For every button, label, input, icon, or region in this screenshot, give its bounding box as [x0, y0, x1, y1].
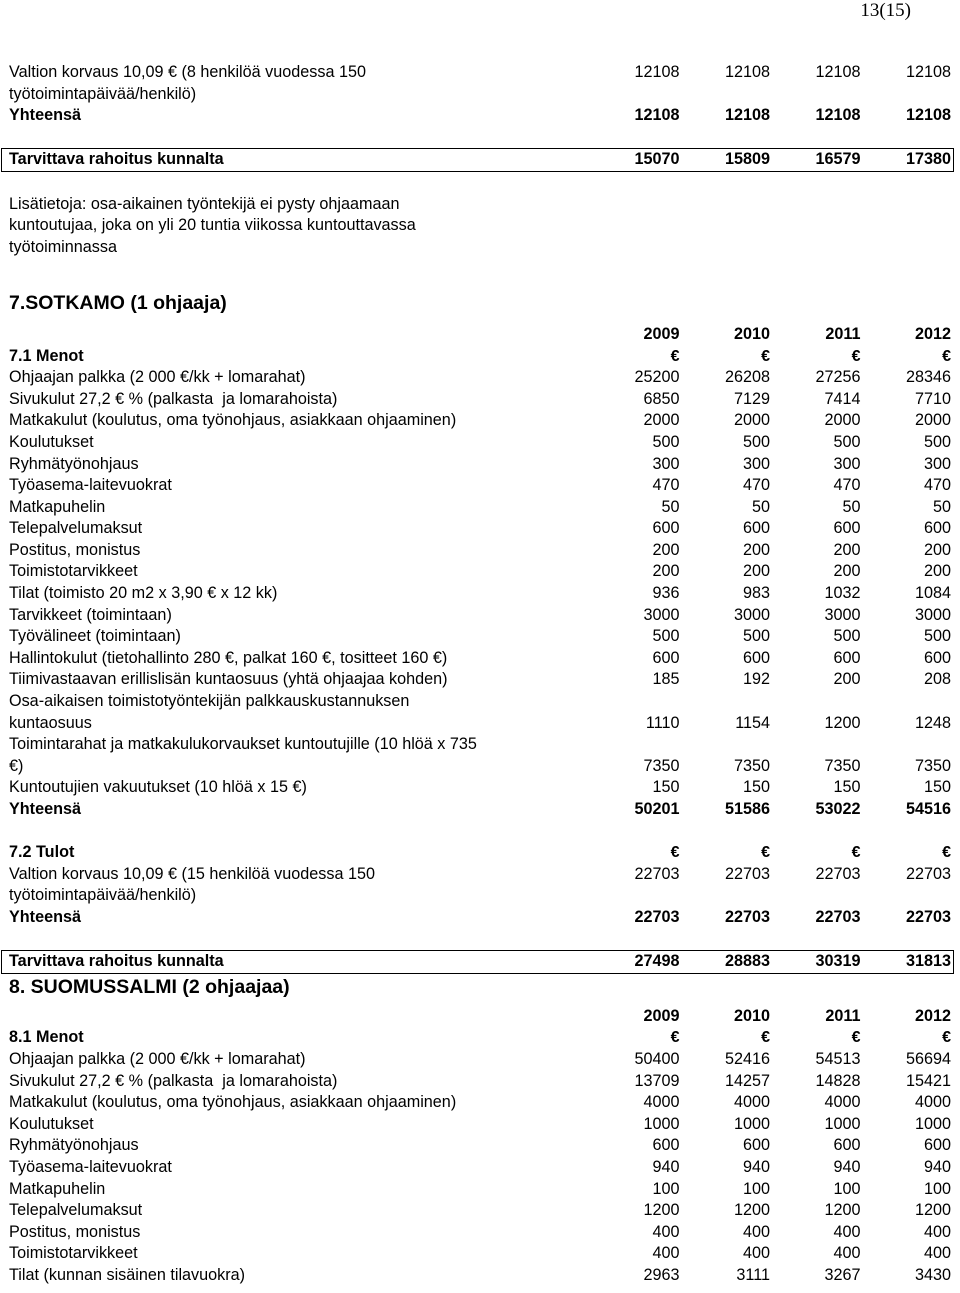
currency-label: € — [942, 347, 951, 365]
row-label: Työvälineet (toimintaan) — [9, 627, 181, 646]
table-row — [9, 605, 951, 627]
value-2010: 4000 — [733, 1093, 770, 1112]
year-2012: 2012 — [914, 324, 951, 343]
table-row — [9, 1243, 951, 1265]
value-2010: 28883 — [724, 952, 770, 971]
row-label: Toimistotarvikkeet — [9, 562, 138, 581]
row-osa-aikainen — [9, 691, 951, 713]
currency-label: € — [670, 1029, 680, 1047]
table-row — [9, 518, 951, 540]
row-valtion-korvaus-sotkamo — [9, 864, 951, 886]
page-number: 13(15) — [860, 0, 911, 21]
value-2012: 940 — [923, 1157, 951, 1176]
year-2009: 2009 — [643, 1006, 680, 1025]
value-2011: 3000 — [824, 605, 861, 624]
table-row — [9, 669, 951, 691]
value-2009: 13709 — [634, 1071, 680, 1090]
value-2010: 15809 — [724, 150, 770, 169]
value-2012: 31813 — [905, 952, 951, 971]
value-2010: 600 — [742, 1136, 770, 1155]
value-2009: 12108 — [634, 106, 680, 125]
value-2009: 12108 — [634, 63, 680, 81]
section-title-sotkamo: 7.SOTKAMO (1 ohjaaja) — [9, 291, 227, 314]
table-row — [9, 1092, 951, 1114]
currency-label: € — [670, 844, 680, 862]
value-2011: 600 — [833, 519, 861, 538]
row-label: Tarvikkeet (toimintaan) — [9, 605, 172, 624]
value-2012: 7710 — [914, 389, 951, 408]
row-label: Telepalvelumaksut — [9, 1201, 143, 1220]
value-2011: 22703 — [815, 907, 861, 926]
lisatietoja-line-3: työtoiminnassa — [9, 237, 117, 256]
value-2010: 2000 — [733, 411, 770, 430]
value-2012: 3430 — [914, 1265, 951, 1284]
value-2009: 22703 — [634, 907, 680, 926]
row-label: Yhteensä — [9, 907, 81, 926]
row-yhteensa-menot-sotkamo — [9, 799, 951, 821]
table-row — [9, 1157, 951, 1179]
table-row — [9, 1071, 951, 1093]
row-label: Työasema-laitevuokrat — [9, 476, 172, 495]
row-label: Yhteensä — [9, 106, 81, 125]
value-2012: 1200 — [914, 1201, 951, 1220]
value-2011: 470 — [833, 476, 861, 495]
sotkamo-menot-list — [9, 367, 951, 691]
row-label: Koulutukset — [9, 432, 94, 451]
row-label: Ryhmätyönohjaus — [9, 454, 139, 473]
value-2009: 500 — [652, 627, 680, 646]
row-valtion-korvaus-top — [9, 62, 951, 84]
value-2009: 25200 — [634, 368, 680, 387]
value-2009: 400 — [652, 1244, 680, 1263]
value-2012: 1084 — [914, 584, 951, 603]
row-label: Toimintarahat ja matkakulukorvaukset kuntoutujille (10 hlöä x 735 — [9, 735, 477, 754]
table-row — [9, 497, 951, 519]
row-label: Sivukulut 27,2 € % (palkasta ja lomarahoista) — [9, 389, 338, 408]
row-toimintarahat — [9, 734, 951, 756]
currency-label: € — [851, 1029, 861, 1047]
value-2009: 7350 — [643, 756, 680, 775]
row-rahoitus-sotkamo — [1, 950, 954, 974]
subsection-title: 7.1 Menot — [9, 346, 84, 365]
row-label: Hallintokulut (tietohallinto 280 €, palkat 160 €, tositteet 160 €) — [9, 648, 448, 667]
value-2011: 100 — [833, 1179, 861, 1198]
value-2010: 983 — [742, 584, 770, 603]
value-2009: 470 — [652, 476, 680, 495]
value-2012: 56694 — [905, 1049, 951, 1068]
value-2012: 2000 — [914, 411, 951, 430]
table-row — [9, 1200, 951, 1222]
value-2010: 600 — [742, 519, 770, 538]
lisatietoja-line-2: kuntoutujaa, joka on yli 20 tuntia viikossa kuntouttavassa — [9, 216, 416, 235]
table-row — [9, 454, 951, 476]
row-label: Matkapuhelin — [9, 497, 106, 516]
value-2012: 1248 — [914, 713, 951, 732]
subsection-title: 8.1 Menot — [9, 1028, 84, 1047]
value-2011: 200 — [833, 562, 861, 581]
value-2009: 400 — [652, 1222, 680, 1241]
value-2010: 7129 — [733, 389, 770, 408]
value-2011: 400 — [833, 1222, 861, 1241]
value-2009: 50400 — [634, 1049, 680, 1068]
table-row — [9, 389, 951, 411]
value-2010: 51586 — [724, 800, 770, 818]
row-label: Koulutukset — [9, 1114, 94, 1133]
row-label: Toimistotarvikkeet — [9, 1244, 138, 1263]
value-2009: 2963 — [643, 1265, 680, 1284]
row-tulot-header-sotkamo — [9, 842, 951, 864]
value-2009: 4000 — [643, 1093, 680, 1112]
row-label: Tarvittava rahoitus kunnalta — [9, 952, 224, 971]
row-label: €) — [9, 756, 24, 775]
value-2010: 7350 — [733, 756, 770, 775]
value-2012: 100 — [923, 1179, 951, 1198]
table-row — [9, 540, 951, 562]
value-2012: 300 — [923, 454, 951, 473]
row-menot-header-suomussalmi — [9, 1027, 951, 1049]
value-2011: 54513 — [815, 1049, 861, 1068]
year-2009: 2009 — [643, 324, 680, 343]
value-2011: 16579 — [815, 150, 861, 169]
section-title-suomussalmi: 8. SUOMUSSALMI (2 ohjaajaa) — [9, 975, 290, 998]
row-label: Työasema-laitevuokrat — [9, 1157, 172, 1176]
row-osa-aikainen-cont — [9, 713, 951, 735]
value-2012: 600 — [923, 519, 951, 538]
value-2009: 185 — [652, 670, 680, 689]
currency-label: € — [761, 347, 770, 365]
value-2011: 400 — [833, 1244, 861, 1263]
value-2012: 470 — [923, 476, 951, 495]
value-2012: 1000 — [914, 1114, 951, 1133]
value-2009: 200 — [652, 562, 680, 581]
currency-label: € — [942, 844, 951, 862]
row-label: Postitus, monistus — [9, 540, 141, 559]
value-2010: 400 — [742, 1222, 770, 1241]
table-row — [9, 648, 951, 670]
value-2010: 1154 — [735, 713, 770, 732]
value-2012: 200 — [923, 540, 951, 559]
row-label: Tilat (kunnan sisäinen tilavuokra) — [9, 1265, 246, 1284]
row-label: Matkakulut (koulutus, oma työnohjaus, asiakkaan ohjaaminen) — [9, 411, 457, 430]
row-label: Tiimivastaavan erillislisän kuntaosuus (yhtä ohjaajaa kohden) — [9, 670, 448, 689]
value-2012: 4000 — [914, 1093, 951, 1112]
value-2012: 208 — [923, 670, 951, 689]
table-row — [9, 1222, 951, 1244]
document-body — [9, 62, 951, 1286]
value-2009: 1110 — [645, 713, 680, 732]
value-2012: 50 — [932, 497, 951, 516]
row-label: työtoimintapäivää/henkilö) — [9, 886, 197, 905]
value-2010: 22703 — [724, 907, 770, 926]
year-2010: 2010 — [733, 324, 770, 343]
value-2010: 3000 — [733, 605, 770, 624]
value-2011: 50 — [842, 497, 861, 516]
value-2010: 26208 — [724, 368, 770, 387]
table-row — [9, 432, 951, 454]
value-2011: 1032 — [824, 584, 861, 603]
value-2009: 600 — [652, 648, 680, 667]
row-toimintarahat-cont — [9, 756, 951, 778]
value-2011: 1000 — [824, 1114, 861, 1133]
value-2009: 6850 — [643, 389, 680, 408]
value-2009: 50 — [661, 497, 680, 516]
value-2012: 500 — [923, 627, 951, 646]
row-label: Valtion korvaus 10,09 € (8 henkilöä vuodessa 150 — [9, 63, 366, 81]
value-2011: 2000 — [824, 411, 861, 430]
currency-label: € — [942, 1029, 951, 1047]
value-2011: 1200 — [824, 713, 861, 732]
table-row — [9, 561, 951, 583]
value-2011: 200 — [833, 540, 861, 559]
value-2011: 4000 — [824, 1093, 861, 1112]
value-2011: 30319 — [815, 952, 861, 971]
currency-label: € — [761, 1029, 770, 1047]
value-2010: 12108 — [724, 63, 770, 81]
value-2009: 936 — [652, 584, 680, 603]
value-2011: 27256 — [815, 368, 861, 387]
year-2011: 2011 — [825, 324, 861, 343]
value-2009: 15070 — [634, 150, 680, 169]
value-2012: 28346 — [905, 368, 951, 387]
row-years-suomussalmi — [9, 1006, 951, 1028]
table-row — [9, 1049, 951, 1071]
value-2010: 3111 — [736, 1265, 770, 1284]
lisatietoja-line-1: Lisätietoja: osa-aikainen työntekijä ei pysty ohjaamaan — [9, 194, 400, 213]
value-2012: 15421 — [905, 1071, 951, 1090]
row-label: Osa-aikaisen toimistotyöntekijän palkkauskustannuksen — [9, 692, 410, 711]
row-label: Yhteensä — [9, 800, 81, 818]
value-2011: 53022 — [815, 800, 861, 818]
row-label: Telepalvelumaksut — [9, 519, 143, 538]
suomussalmi-menot-list — [9, 1049, 951, 1287]
value-2011: 12108 — [815, 63, 861, 81]
row-label: Ohjaajan palkka (2 000 €/kk + lomarahat) — [9, 1049, 306, 1068]
value-2010: 300 — [742, 454, 770, 473]
row-years-sotkamo — [9, 324, 951, 346]
value-2012: 400 — [923, 1244, 951, 1263]
value-2012: 150 — [923, 778, 951, 797]
value-2012: 200 — [923, 562, 951, 581]
row-vakuutukset — [9, 777, 951, 799]
currency-label: € — [851, 844, 861, 862]
value-2010: 14257 — [724, 1071, 770, 1090]
row-menot-header-sotkamo — [9, 346, 951, 368]
value-2011: 600 — [833, 1136, 861, 1155]
value-2012: 600 — [923, 1136, 951, 1155]
value-2011: 7350 — [824, 756, 861, 775]
row-valtion-korvaus-top-cont — [9, 84, 951, 106]
value-2009: 27498 — [634, 952, 680, 971]
year-2012: 2012 — [914, 1006, 951, 1025]
value-2011: 150 — [833, 778, 861, 797]
value-2011: 3267 — [824, 1265, 861, 1284]
row-label: Matkakulut (koulutus, oma työnohjaus, asiakkaan ohjaaminen) — [9, 1093, 457, 1112]
value-2010: 50 — [751, 497, 770, 516]
value-2012: 12108 — [905, 63, 951, 81]
value-2012: 3000 — [914, 605, 951, 624]
value-2011: 12108 — [815, 106, 861, 125]
value-2009: 100 — [652, 1179, 680, 1198]
year-2010: 2010 — [733, 1006, 770, 1025]
value-2010: 1000 — [733, 1114, 770, 1133]
value-2010: 12108 — [724, 106, 770, 125]
value-2012: 500 — [923, 432, 951, 451]
value-2011: 300 — [833, 454, 861, 473]
year-2011: 2011 — [825, 1006, 861, 1025]
subsection-title: 7.2 Tulot — [9, 843, 75, 862]
table-row — [9, 1265, 951, 1287]
row-yhteensa-top — [9, 105, 951, 127]
row-label: Ryhmätyönohjaus — [9, 1136, 139, 1155]
value-2009: 150 — [652, 778, 680, 797]
value-2010: 192 — [742, 670, 770, 689]
value-2011: 7414 — [824, 389, 861, 408]
table-row — [9, 410, 951, 432]
row-valtion-korvaus-sotkamo-cont — [9, 885, 951, 907]
value-2009: 200 — [652, 540, 680, 559]
table-row — [9, 1135, 951, 1157]
value-2010: 150 — [742, 778, 770, 797]
value-2012: 54516 — [905, 800, 951, 818]
value-2010: 600 — [742, 648, 770, 667]
value-2010: 470 — [742, 476, 770, 495]
value-2009: 300 — [652, 454, 680, 473]
value-2012: 17380 — [905, 150, 951, 169]
value-2009: 2000 — [643, 411, 680, 430]
value-2010: 200 — [742, 562, 770, 581]
value-2012: 7350 — [914, 756, 951, 775]
value-2011: 14828 — [815, 1071, 861, 1090]
value-2009: 500 — [652, 432, 680, 451]
row-label: Tilat (toimisto 20 m2 x 3,90 € x 12 kk) — [9, 584, 278, 603]
value-2009: 940 — [652, 1157, 680, 1176]
table-row — [9, 583, 951, 605]
value-2010: 500 — [742, 627, 770, 646]
row-label: Kuntoutujien vakuutukset (10 hlöä x 15 €) — [9, 778, 307, 797]
value-2012: 22703 — [905, 907, 951, 926]
value-2009: 3000 — [643, 605, 680, 624]
value-2010: 52416 — [724, 1049, 770, 1068]
value-2010: 400 — [742, 1244, 770, 1263]
value-2009: 600 — [652, 1136, 680, 1155]
value-2010: 940 — [742, 1157, 770, 1176]
value-2012: 600 — [923, 648, 951, 667]
row-rahoitus-top — [1, 148, 954, 172]
row-label: Ohjaajan palkka (2 000 €/kk + lomarahat) — [9, 368, 306, 387]
value-2009: 22703 — [634, 864, 680, 883]
row-label: Postitus, monistus — [9, 1222, 141, 1241]
value-2011: 600 — [833, 648, 861, 667]
value-2010: 500 — [742, 432, 770, 451]
table-row — [9, 367, 951, 389]
value-2009: 600 — [652, 519, 680, 538]
value-2009: 1200 — [643, 1201, 680, 1220]
row-label: Matkapuhelin — [9, 1179, 106, 1198]
table-row — [9, 475, 951, 497]
currency-label: € — [851, 347, 861, 365]
value-2012: 12108 — [905, 106, 951, 125]
currency-label: € — [670, 347, 680, 365]
value-2010: 100 — [742, 1179, 770, 1198]
value-2011: 940 — [833, 1157, 861, 1176]
value-2010: 200 — [742, 540, 770, 559]
value-2009: 1000 — [643, 1114, 680, 1133]
table-row — [9, 1114, 951, 1136]
row-label: Tarvittava rahoitus kunnalta — [9, 150, 224, 169]
value-2011: 1200 — [824, 1201, 861, 1220]
value-2011: 500 — [833, 432, 861, 451]
value-2011: 22703 — [815, 864, 861, 883]
value-2010: 22703 — [724, 864, 770, 883]
currency-label: € — [761, 844, 770, 862]
table-row — [9, 1179, 951, 1201]
value-2012: 400 — [923, 1222, 951, 1241]
table-row — [9, 626, 951, 648]
value-2009: 50201 — [634, 800, 680, 818]
value-2010: 1200 — [733, 1201, 770, 1220]
row-label: Valtion korvaus 10,09 € (15 henkilöä vuodessa 150 — [9, 864, 375, 883]
value-2012: 22703 — [905, 864, 951, 883]
value-2011: 200 — [833, 670, 861, 689]
row-label: työtoimintapäivää/henkilö) — [9, 84, 197, 103]
row-label: kuntaosuus — [9, 713, 92, 732]
row-label: Sivukulut 27,2 € % (palkasta ja lomarahoista) — [9, 1071, 338, 1090]
value-2011: 500 — [833, 627, 861, 646]
row-yhteensa-tulot-sotkamo — [9, 907, 951, 929]
